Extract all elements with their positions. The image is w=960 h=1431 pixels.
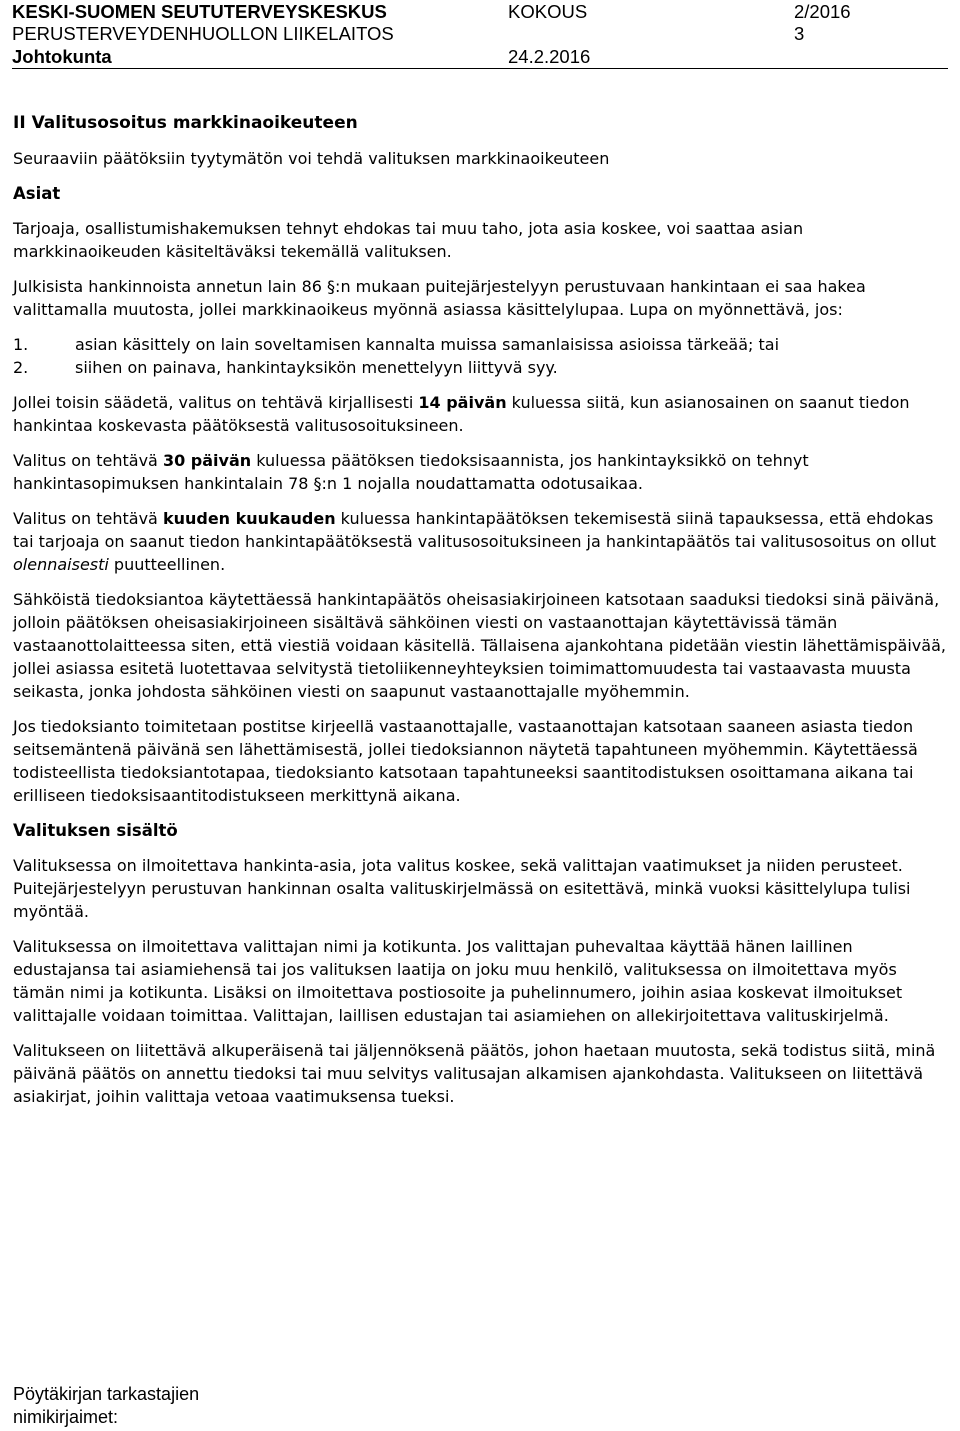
paragraph-14-days bbox=[13, 391, 948, 437]
paragraph-permission: Julkisista hankinnoista annetun lain 86 §:n mukaan puitejärjestelyyn perustuvaan hankintaan ei saa hakea valittamalla muutosta, jollei markkinaoikeus myönnä asiassa käsittelylupaa. Lupa on myönnettävä, jos: bbox=[13, 277, 866, 319]
list-text: siihen on painava, hankintayksikön menettelyyn liittyvä syy. bbox=[75, 358, 558, 377]
emphasis-30-days: 30 päivän bbox=[162, 451, 252, 470]
header-divider bbox=[12, 68, 948, 69]
text-run: Jollei toisin säädetä, valitus on tehtävä kirjallisesti bbox=[13, 393, 419, 412]
paragraph-content: Valituksessa on ilmoitettava hankinta-asia, jota valitus koskee, sekä valittajan vaatimukset ja niiden perusteet. Puitejärjestelyyn perustuvan hankinnan osalta valituskirjelmässä on esitettävä, minkä vuoksi käsittelylupa tulisi myöntää. bbox=[13, 856, 911, 921]
intro-paragraph: Seuraaviin päätöksiin tyytymätön voi tehdä valituksen markkinaoikeuteen bbox=[13, 149, 610, 168]
list-text: asian käsittely on lain soveltamisen kannalta muissa samanlaisissa asioissa tärkeää; tai bbox=[75, 335, 780, 354]
section-title: II Valitusosoitus markkinaoikeuteen bbox=[13, 113, 358, 133]
paragraph-appellant: Valituksessa on ilmoitettava valittajan nimi ja kotikunta. Jos valittajan puhevaltaa käyttää hänen laillinen edustajansa tai asiamiehensä tai jos valituksen laatija on joku muu henkilö, valituksessa on ilmoitettava myös tämän nimi ja kotikunta. Lisäksi on ilmoitettava postiosoite ja puhelinnumero, joihin asiaa koskevat ilmoitukset valittajalle voidaan toimittaa. Valittajan, laillisen edustajan tai asiamiehen on allekirjoitettava valituskirjelmä. bbox=[13, 937, 903, 1025]
text-run: kuluessa hankintapäätöksen tekemisestä siinä tapauksessa, että ehdokas tai tarjoaja on saanut tiedon hankintapäätöksestä valitusosoituksineen ja hankintapäätös tai valitusosoitus on ollut bbox=[13, 509, 936, 551]
sisalto-heading: Valituksen sisältö bbox=[13, 821, 178, 840]
text-run: puutteellinen. bbox=[108, 555, 226, 574]
list-number: 1. bbox=[13, 335, 29, 354]
document-type: KOKOUS bbox=[508, 1, 588, 22]
footer-line-1: Pöytäkirjan tarkastajien bbox=[13, 1384, 200, 1404]
text-run: Valitus on tehtävä bbox=[13, 451, 163, 470]
document-body bbox=[13, 112, 948, 1120]
paragraph-six-months bbox=[13, 507, 948, 576]
list-item bbox=[13, 356, 948, 379]
emphasis-olennaisesti: olennaisesti bbox=[13, 555, 109, 574]
page-number: 3 bbox=[794, 23, 805, 44]
document-footer bbox=[13, 1383, 199, 1429]
list-number: 2. bbox=[13, 358, 29, 377]
document-header bbox=[12, 0, 948, 70]
organization-name: KESKI-SUOMEN SEUTUTERVEYSKESKUS bbox=[12, 1, 387, 22]
footer-line-2: nimikirjaimet: bbox=[13, 1407, 119, 1427]
body-name: Johtokunta bbox=[12, 46, 112, 67]
text-run: Valitus on tehtävä bbox=[13, 509, 163, 528]
meeting-date: 24.2.2016 bbox=[508, 46, 591, 67]
list-item bbox=[13, 333, 948, 356]
emphasis-six-months: kuuden kuukauden bbox=[162, 509, 336, 528]
emphasis-14-days: 14 päivän bbox=[418, 393, 507, 412]
text-run: kuluessa päätöksen tiedoksisaannista, jos hankintayksikkö on tehnyt hankintasopimuksen hankintalain 78 §:n 1 nojalla noudattamatta odotusaikaa. bbox=[13, 451, 809, 493]
unit-name: PERUSTERVEYDENHUOLLON LIIKELAITOS bbox=[12, 23, 394, 44]
meeting-number: 2/2016 bbox=[794, 1, 851, 22]
paragraph-electronic-notice: Sähköistä tiedoksiantoa käytettäessä hankintapäätös oheisasiakirjoineen katsotaan saaduksi tiedoksi sinä päivänä, jolloin päätöksen oheisasiakirjoineen sisältävä sähköinen viesti on vastaanottajan käytettävissä tämän vastaanottolaitteessa siten, että viestiä voidaan käsitellä. Tällaisena ajankohtana pidetään viestin lähettämispäivää, jollei asiassa esitetä luotettavaa selvitystä tietoliikenneyhteyksien toimimattomuudesta tai vastaavasta muusta seikasta, jonka johdosta sähköinen viesti on saapunut vastaanottajalle myöhemmin. bbox=[13, 590, 946, 701]
text-run: kuluessa siitä, kun asianosainen on saanut tiedon hankintaa koskevasta päätöksestä valitusosoituksineen. bbox=[13, 393, 910, 435]
paragraph-30-days bbox=[13, 449, 948, 495]
paragraph-parties: Tarjoaja, osallistumishakemuksen tehnyt ehdokas tai muu taho, jota asia koskee, voi saattaa asian markkinaoikeuden käsiteltäväksi tekemällä valituksen. bbox=[13, 219, 804, 261]
paragraph-postal-notice: Jos tiedoksianto toimitetaan postitse kirjeellä vastaanottajalle, vastaanottajan katsotaan saaneen asiasta tiedon seitsemäntenä päivänä sen lähettämisestä, jollei tiedoksiannon näytetä tapahtuneen myöhemmin. Käytettäessä todisteellista tiedoksiantotapaa, tiedoksianto katsotaan tapahtuneeksi saantitodistuksen osoittamana aikana tai erilliseen tiedoksisaantitodistukseen merkittynä aikana. bbox=[13, 717, 918, 805]
conditions-list bbox=[13, 333, 948, 379]
asiat-heading: Asiat bbox=[13, 184, 61, 203]
paragraph-attachments: Valitukseen on liitettävä alkuperäisenä tai jäljennöksenä päätös, johon haetaan muutosta, sekä todistus siitä, minä päivänä päätös on annettu tiedoksi tai muu selvitys valitusajan alkamisen ajankohdasta. Valitukseen on liitettävä asiakirjat, joihin valittaja vetoaa vaatimuksensa tueksi. bbox=[13, 1041, 936, 1106]
